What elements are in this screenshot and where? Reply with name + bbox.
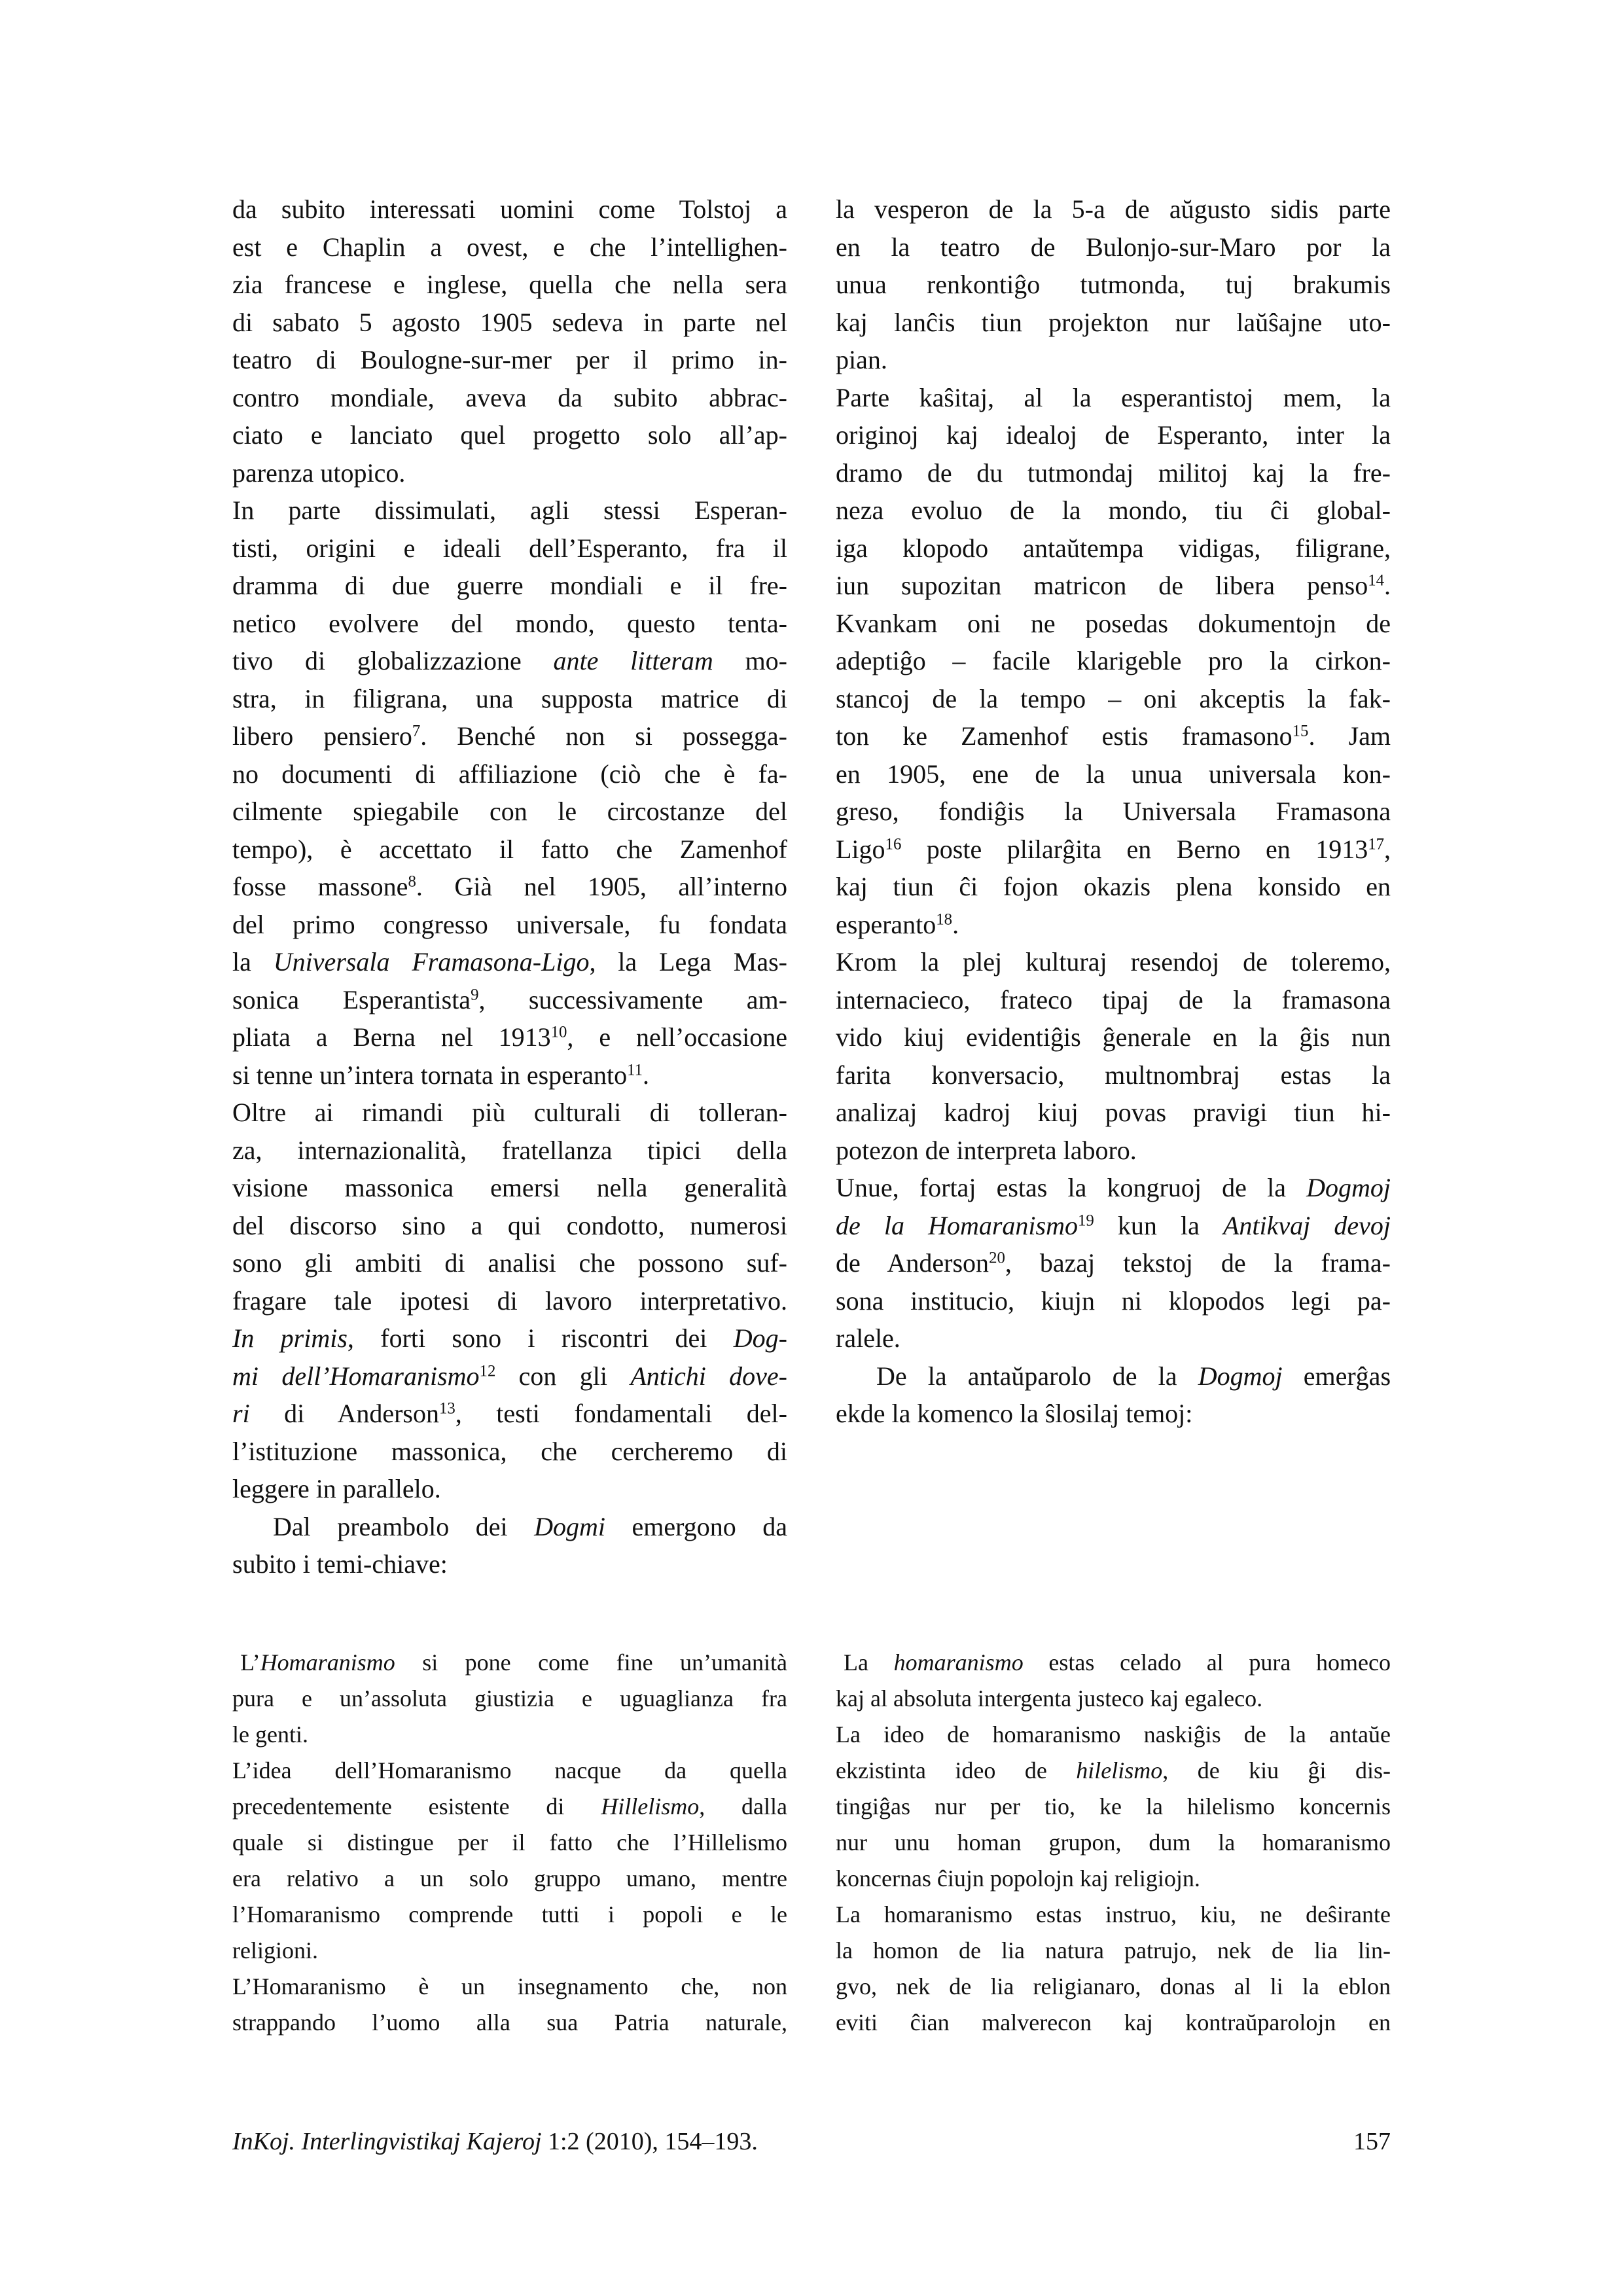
text-line [836, 307, 1391, 337]
footnote-ref: 13 [439, 1399, 455, 1418]
text-segment: , de kiu ĝi dis- [1162, 1757, 1391, 1784]
text-segment: , la Lega Mas- [589, 947, 787, 977]
text-line [836, 1759, 1391, 1782]
text-segment: . [643, 1060, 649, 1090]
italic-text: Dogmoj [1198, 1361, 1283, 1391]
text-segment: Oltre ai rimandi più culturali di tolleran- [232, 1098, 787, 1127]
footer-citation [232, 2127, 758, 2156]
text-line [232, 909, 787, 939]
footnote-ref: 7 [412, 722, 421, 740]
footnote-ref: 9 [471, 985, 479, 1003]
text-segment: esperanto [836, 909, 936, 939]
text-line [836, 1867, 1391, 1890]
text-line [232, 1210, 787, 1240]
text-segment: pura e un’assoluta giustizia e uguaglianza fra [232, 1685, 787, 1712]
text-segment: L’idea dell’Homaranismo nacque da quella [232, 1757, 787, 1784]
text-segment: l’istituzione massonica, che cercheremo di [232, 1436, 787, 1466]
text-line [232, 457, 787, 488]
text-line [232, 648, 787, 674]
text-line [836, 1175, 1391, 1201]
text-segment: neza evoluo de la mondo, tiu ĉi global- [836, 495, 1391, 525]
text-segment: fragare tale ipotesi di lavoro interpretativo. [232, 1285, 787, 1316]
text-segment: del discorso sino a qui condotto, numerosi [232, 1210, 787, 1240]
text-segment: La [844, 1649, 894, 1676]
italic-text: hilelismo [1076, 1757, 1163, 1784]
text-segment: , forti sono i riscontri dei [347, 1323, 734, 1353]
text-line [836, 457, 1391, 488]
text-segment: del primo congresso universale, fu fondata [232, 909, 787, 939]
text-segment: sonica Esperantista [232, 984, 471, 1014]
text-segment: parenza utopico. [232, 457, 406, 488]
text-line [232, 723, 787, 749]
text-line [232, 874, 787, 900]
text-line [232, 1795, 787, 1818]
text-line [836, 382, 1391, 412]
text-segment: leggere in parallelo. [232, 1474, 441, 1503]
footnote-ref: 14 [1368, 571, 1384, 590]
text-line [836, 2011, 1391, 2034]
text-line [232, 836, 787, 863]
text-line [232, 347, 787, 373]
text-segment: la homon de lia natura patrujo, nek de lia lin- [836, 1937, 1391, 1964]
text-line [232, 422, 787, 448]
text-line [232, 1062, 787, 1088]
text-line [232, 2011, 787, 2034]
text-segment: subito i temi-chiave: [232, 1549, 448, 1579]
text-segment: . Benché non si possegga- [420, 721, 787, 751]
text-line [232, 1325, 787, 1352]
text-segment: Unue, fortaj estas la kongruoj de la [836, 1173, 1307, 1202]
text-segment: cilmente spiegabile con le circostanze del [232, 797, 787, 826]
text-line [232, 1867, 787, 1890]
footnote-ref: 12 [479, 1361, 496, 1380]
text-line [836, 234, 1391, 260]
text-segment: libero pensiero [232, 721, 412, 751]
footnote-ref: 18 [936, 910, 953, 928]
text-segment: kun la [1094, 1210, 1223, 1240]
text-segment: pian. [836, 345, 887, 374]
text-segment: kaj lanĉis tiun projekton nur laŭŝajne uto- [836, 307, 1391, 337]
text-segment: la vesperon de la 5-a de aŭgusto sidis parte [836, 194, 1391, 224]
text-segment: religioni. [232, 1937, 318, 1964]
text-line [232, 573, 787, 599]
footnote-ref: 19 [1078, 1211, 1094, 1229]
text-line [836, 1363, 1391, 1390]
text-segment: , successivamente am- [478, 984, 787, 1014]
text-line [836, 909, 1391, 939]
text-line [836, 272, 1391, 298]
italic-text: mi dell’Homaranismo [232, 1361, 480, 1391]
text-segment: originoj kaj idealoj de Esperanto, inter la [836, 420, 1391, 450]
text-segment: ciato e lanciato quel progetto solo all’ap- [232, 420, 787, 450]
text-segment: Parte kaŝitaj, al la esperantistoj mem, la [836, 382, 1391, 412]
text-segment: quale si distingue per il fatto che l’Hillelismo [232, 1829, 787, 1856]
page-number: 157 [1353, 2128, 1391, 2155]
text-line [232, 1759, 787, 1782]
text-segment: tivo di globalizzazione [232, 646, 554, 675]
text-line [232, 1363, 787, 1390]
text-segment: Krom la plej kulturaj resendoj de toleremo, [836, 947, 1391, 977]
text-segment: en la teatro de Bulonjo-sur-Maro por la [836, 232, 1391, 262]
text-segment: vido kiuj evidentiĝis ĝenerale en la ĝis nun [836, 1022, 1391, 1052]
text-segment: . Jam [1308, 721, 1391, 751]
text-segment: visione massonica emersi nella generalità [232, 1173, 787, 1202]
text-segment: adeptiĝo – facile klarigeble pro la cirkon- [836, 646, 1391, 675]
text-segment: fosse massone [232, 872, 408, 901]
text-line [836, 874, 1391, 900]
text-segment: internacieco, frateco tipaj de la framasona [836, 984, 1391, 1014]
text-line [232, 196, 787, 223]
text-segment: tingiĝas nur per tio, ke la hilelismo koncernis [836, 1793, 1391, 1820]
text-line [232, 272, 787, 298]
text-segment: zia francese e inglese, quella che nella sera [232, 270, 787, 299]
text-segment: , dalla [699, 1793, 787, 1820]
italic-text: ri [232, 1399, 250, 1428]
text-segment: , bazaj tekstoj de la frama- [1005, 1248, 1391, 1278]
text-segment: kaj al absoluta intergenta justeco kaj egaleco. [836, 1685, 1263, 1712]
text-segment: era relativo a un solo gruppo umano, mentre [232, 1865, 787, 1892]
text-segment: poste plilarĝita en Berno en 1913 [901, 834, 1368, 864]
text-line [836, 1100, 1391, 1126]
italic-text: homaranismo [893, 1649, 1024, 1676]
text-line [836, 836, 1391, 863]
text-segment: precedentemente esistente di [232, 1793, 601, 1820]
footnote-ref: 10 [550, 1023, 567, 1041]
italic-text: Universala Framasona-Ligo [273, 947, 590, 977]
italic-text: de la Homaranismo [836, 1210, 1078, 1240]
text-segment: za, internazionalità, fratellanza tipici della [232, 1135, 787, 1165]
page-footer [232, 2127, 1391, 2156]
italic-text: ante litteram [553, 646, 713, 675]
text-line [232, 949, 787, 975]
text-segment: analizaj kadroj kiuj povas pravigi tiun hi- [836, 1098, 1391, 1127]
text-line [836, 648, 1391, 674]
text-line [836, 535, 1391, 562]
text-segment: sono gli ambiti di analisi che possono suf- [232, 1248, 787, 1278]
text-line [836, 1903, 1391, 1926]
text-segment: dramma di due guerre mondiali e il fre- [232, 571, 787, 600]
text-segment: contro mondiale, aveva da subito abbrac- [232, 382, 787, 412]
text-line [232, 1687, 787, 1710]
text-line [232, 1100, 787, 1126]
text-line [836, 1651, 1391, 1674]
text-segment: emerĝas [1282, 1361, 1391, 1391]
text-line [836, 1795, 1391, 1818]
text-segment: , testi fondamentali del- [455, 1399, 787, 1428]
text-segment: De la antaŭparolo de la [876, 1361, 1198, 1391]
text-segment: L’Homaranismo è un insegnamento che, non [232, 1973, 787, 2000]
text-line [232, 1285, 787, 1316]
italic-text: Dogmi [534, 1511, 606, 1541]
text-segment: tisti, origini e ideali dell’Esperanto, fra il [232, 533, 787, 563]
text-segment: iun supozitan matricon de libera penso [836, 571, 1368, 600]
text-line [836, 1325, 1391, 1352]
text-segment: potezon de interpreta laboro. [836, 1135, 1137, 1165]
text-segment: tempo), è accettato il fatto che Zamenhof [232, 834, 787, 864]
text-line [836, 723, 1391, 749]
italic-text: Antichi dove- [630, 1361, 787, 1391]
text-line [232, 608, 787, 638]
text-segment: La ideo de homaranismo naskiĝis de la antaŭe [836, 1721, 1391, 1748]
text-line [836, 1250, 1391, 1276]
text-line [836, 497, 1391, 524]
text-segment: ralele. [836, 1323, 901, 1353]
footnote-ref: 17 [1368, 834, 1384, 853]
text-segment: la [232, 947, 274, 977]
italic-text: In primis [232, 1323, 348, 1353]
text-line [232, 1723, 787, 1746]
text-segment: ton ke Zamenhof estis framasono [836, 721, 1293, 751]
text-segment: , [1384, 834, 1391, 864]
text-line [836, 1210, 1391, 1240]
text-line [836, 798, 1391, 825]
text-segment: strappando l’uomo alla sua Patria naturale, [232, 2009, 787, 2036]
text-segment: L’ [240, 1649, 260, 1676]
text-segment: da subito interessati uomini come Tolstoj a [232, 194, 787, 224]
text-segment: teatro di Boulogne-sur-mer per il primo in- [232, 345, 787, 374]
text-segment: eviti ĉian malverecon kaj kontraŭparolojn en [836, 2009, 1391, 2036]
text-line [232, 1175, 787, 1201]
text-segment: . [952, 909, 959, 939]
text-line [232, 1551, 787, 1577]
footnote-ref: 16 [885, 834, 902, 853]
text-line [232, 234, 787, 260]
text-segment: ekde la komenco la ŝlosilaj temoj: [836, 1399, 1193, 1428]
italic-text: Homaranismo [260, 1649, 395, 1676]
text-line [232, 761, 787, 787]
footnote-ref: 8 [408, 872, 416, 891]
text-line [836, 347, 1391, 373]
text-line [836, 1831, 1391, 1854]
text-segment: en 1905, ene de la unua universala kon- [836, 759, 1391, 789]
text-line [232, 1401, 787, 1427]
text-line [836, 196, 1391, 223]
italic-text: Hillelismo [601, 1793, 700, 1820]
text-segment: est e Chaplin a ovest, e che l’intellighen- [232, 232, 787, 262]
text-segment: si tenne un’intera tornata in esperanto [232, 1060, 628, 1090]
text-line [232, 1511, 787, 1541]
text-line [232, 1903, 787, 1926]
text-segment: le genti. [232, 1721, 308, 1748]
text-segment: netico evolvere del mondo, questo tenta- [232, 608, 787, 638]
text-segment: kaj tiun ĉi fojon okazis plena konsido en [836, 872, 1391, 901]
text-line [232, 1975, 787, 1998]
text-segment: Kvankam oni ne posedas dokumentojn de [836, 608, 1391, 638]
text-line [836, 984, 1391, 1014]
text-line [232, 1135, 787, 1165]
text-segment: Dal preambolo dei [273, 1511, 535, 1541]
text-line [836, 1975, 1391, 1998]
text-line [836, 949, 1391, 975]
text-segment: emergono da [605, 1511, 787, 1541]
text-line [836, 683, 1391, 713]
text-segment: no documenti di affiliazione (ciò che è fa- [232, 759, 787, 789]
text-line [232, 497, 787, 524]
text-segment: iga klopodo antaŭtempa vidigas, filigrane, [836, 533, 1391, 563]
text-segment: mo- [713, 646, 788, 675]
italic-text: Dogmoj [1306, 1173, 1391, 1202]
text-segment: gvo, nek de lia religianaro, donas al li la eblon [836, 1973, 1391, 2000]
text-line [232, 307, 787, 337]
text-line [836, 1939, 1391, 1962]
text-segment: l’Homaranismo comprende tutti i popoli e le [232, 1901, 787, 1928]
text-segment: sona institucio, kiujn ni klopodos legi pa- [836, 1285, 1391, 1316]
text-segment: de Anderson [836, 1248, 990, 1278]
text-line [836, 573, 1391, 599]
italic-text: Dog- [733, 1323, 787, 1353]
footnote-ref: 20 [989, 1249, 1005, 1267]
footnote-ref: 15 [1292, 722, 1309, 740]
text-line [836, 608, 1391, 638]
text-segment: . [1384, 571, 1391, 600]
text-segment: pliata a Berna nel 1913 [232, 1022, 551, 1052]
text-line [232, 535, 787, 562]
text-line [836, 761, 1391, 787]
text-segment: , e nell’occasione [567, 1022, 787, 1052]
text-segment: . Già nel 1905, all’interno [416, 872, 787, 901]
text-line [232, 1250, 787, 1276]
text-line [232, 1024, 787, 1050]
text-line [836, 1687, 1391, 1710]
text-line [836, 1062, 1391, 1088]
text-line [232, 1651, 787, 1674]
text-line [232, 984, 787, 1014]
text-segment: greso, fondiĝis la Universala Framasona [836, 797, 1391, 826]
citation-volume-pages: 1:2 (2010), 154–193. [541, 2128, 758, 2155]
text-line [836, 1024, 1391, 1050]
italic-text: Antikvaj devoj [1222, 1210, 1391, 1240]
text-segment: stancoj de la tempo – oni akceptis la fak- [836, 683, 1391, 713]
text-line [836, 1723, 1391, 1746]
text-segment: unua renkontiĝo tutmonda, tuj brakumis [836, 270, 1391, 299]
text-line [232, 798, 787, 825]
text-segment: di sabato 5 agosto 1905 sedeva in parte nel [232, 307, 787, 337]
text-segment: farita konversacio, multnombraj estas la [836, 1060, 1391, 1090]
text-segment: di Anderson [249, 1399, 439, 1428]
text-line [836, 1401, 1391, 1427]
text-line [232, 683, 787, 713]
text-segment: con gli [495, 1361, 631, 1391]
text-segment: stra, in filigrana, una supposta matrice di [232, 683, 787, 713]
text-segment: La homaranismo estas instruo, kiu, ne deŝirante [836, 1901, 1391, 1928]
text-segment: nur unu homan grupon, dum la homaranismo [836, 1829, 1391, 1856]
text-line [836, 1285, 1391, 1316]
text-line [232, 1831, 787, 1854]
text-line [232, 1476, 787, 1502]
text-line [232, 382, 787, 412]
footnote-ref: 11 [627, 1060, 643, 1079]
text-segment: estas celado al pura homeco [1023, 1649, 1391, 1676]
text-segment: Ligo [836, 834, 885, 864]
text-line [836, 422, 1391, 448]
text-segment: si pone come fine un’umanità [395, 1649, 787, 1676]
journal-title: InKoj. Interlingvistikaj Kajeroj [232, 2128, 542, 2155]
text-segment: In parte dissimulati, agli stessi Esperan- [232, 495, 787, 525]
text-line [232, 1939, 787, 1962]
text-segment: dramo de du tutmondaj militoj kaj la fre- [836, 457, 1391, 488]
text-segment: koncernas ĉiujn popolojn kaj religiojn. [836, 1865, 1200, 1892]
text-line [836, 1135, 1391, 1165]
text-segment: ekzistinta ideo de [836, 1757, 1077, 1784]
text-line [232, 1436, 787, 1466]
